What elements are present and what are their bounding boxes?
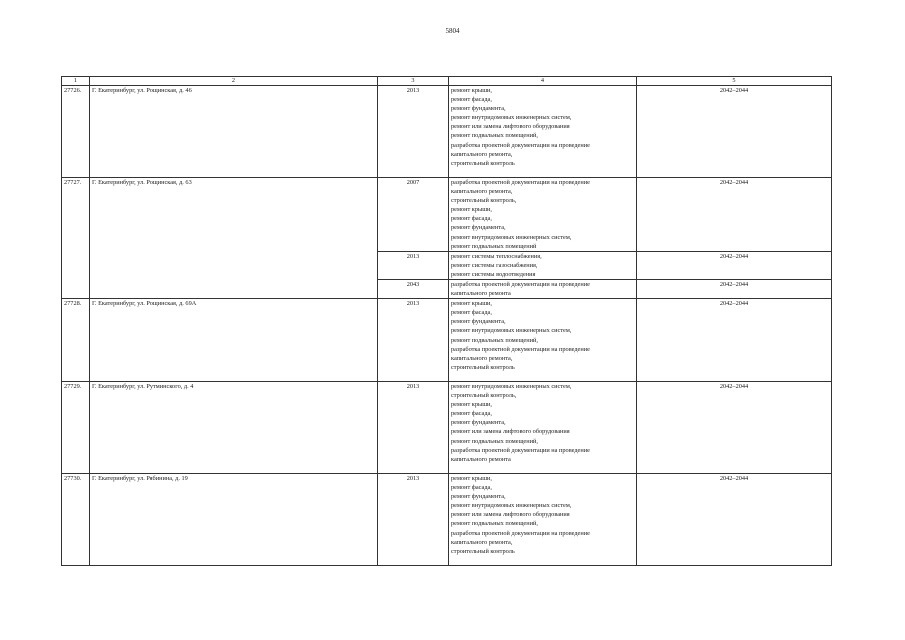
table-header: [62, 77, 832, 86]
record-address: Г. Екатеринбург, ул. Рутминского, д. 4: [90, 382, 378, 474]
work-item: капитального ремонта,: [451, 188, 513, 196]
work-item: ремонт подвальных помещений,: [451, 336, 538, 344]
work-item: ремонт подвальных помещений: [451, 242, 537, 250]
record-number: 27729.: [62, 382, 90, 474]
blank-line: [451, 372, 634, 381]
works-list: [449, 299, 637, 382]
commissioning-year: 2013: [378, 251, 449, 279]
commissioning-year: 2013: [378, 299, 449, 382]
works-list: [449, 86, 637, 178]
work-item: капитального ремонта: [451, 290, 511, 298]
commissioning-year: 2013: [378, 473, 449, 565]
record-number: 27726.: [62, 86, 90, 178]
work-item: ремонт крыши,: [451, 401, 493, 409]
work-item: строительный контроль: [451, 159, 515, 167]
table-row: [62, 86, 832, 178]
work-item: ремонт внутридомовых инженерных систем,: [451, 383, 572, 390]
repair-period: 2042–2044: [637, 251, 832, 279]
work-item: ремонт фундамента,: [451, 493, 506, 501]
record-address: Г. Екатеринбург, ул. Рощинская, д. 46: [90, 86, 378, 178]
work-item: ремонт внутридомовых инженерных систем,: [451, 233, 572, 241]
work-item: ремонт или замена лифтового оборудования: [451, 511, 570, 519]
work-item: ремонт фасада,: [451, 215, 492, 223]
repair-period: 2042–2044: [637, 382, 832, 474]
table-row: [62, 382, 832, 474]
work-item: ремонт фундамента,: [451, 419, 506, 427]
work-item: ремонт внутридомовых инженерных систем,: [451, 502, 572, 510]
table-row: [62, 177, 832, 251]
work-item: ремонт системы теплоснабжения,: [451, 252, 542, 260]
work-item: ремонт фундамента,: [451, 224, 506, 232]
blank-line: [451, 556, 634, 565]
work-item: ремонт подвальных помещений,: [451, 520, 538, 528]
works-list: [449, 473, 637, 565]
header-col-5: 5: [637, 77, 832, 86]
work-item: ремонт крыши,: [451, 300, 493, 308]
work-item: ремонт крыши,: [451, 206, 493, 214]
work-item: разработка проектной документации на проведение: [451, 529, 590, 537]
work-item: ремонт системы газоснабжения,: [451, 261, 538, 269]
work-item: строительный контроль,: [451, 197, 517, 205]
record-address: Г. Екатеринбург, ул. Рощинская, д. 63: [90, 177, 378, 298]
commissioning-year: 2043: [378, 279, 449, 298]
work-item: разработка проектной документации на проведение: [451, 280, 590, 288]
works-list: [449, 279, 637, 298]
record-address: Г. Екатеринбург, ул. Рябинина, д. 19: [90, 473, 378, 565]
work-item: строительный контроль,: [451, 392, 517, 400]
work-item: ремонт фасада,: [451, 484, 492, 492]
work-item: ремонт фасада,: [451, 96, 492, 104]
blank-line: [451, 464, 634, 473]
work-item: ремонт крыши,: [451, 474, 493, 482]
works-list: [449, 177, 637, 251]
header-col-4: 4: [449, 77, 637, 86]
work-item: ремонт подвальных помещений,: [451, 437, 538, 445]
work-item: ремонт фасада,: [451, 309, 492, 317]
work-item: ремонт фасада,: [451, 410, 492, 418]
work-item: ремонт подвальных помещений,: [451, 132, 538, 140]
works-list: [449, 382, 637, 474]
repair-period: 2042–2044: [637, 86, 832, 178]
table-row: [62, 299, 832, 382]
header-col-1: 1: [62, 77, 90, 86]
work-item: капитального ремонта,: [451, 354, 513, 362]
work-item: ремонт системы водоотведения: [451, 270, 536, 278]
work-item: ремонт внутридомовых инженерных систем,: [451, 114, 572, 122]
work-item: ремонт фундамента,: [451, 318, 506, 326]
header-col-3: 3: [378, 77, 449, 86]
register-table: [61, 76, 832, 566]
record-number: 27727.: [62, 177, 90, 298]
work-item: ремонт фундамента,: [451, 105, 506, 113]
header-row: [62, 77, 832, 86]
commissioning-year: 2013: [378, 86, 449, 178]
work-item: ремонт или замена лифтового оборудования: [451, 123, 570, 131]
table-body: [62, 86, 832, 566]
table-row: [62, 473, 832, 565]
record-number: 27728.: [62, 299, 90, 382]
record-address: Г. Екатеринбург, ул. Рощинская, д. 69А: [90, 299, 378, 382]
work-item: разработка проектной документации на проведение: [451, 178, 590, 186]
record-number: 27730.: [62, 473, 90, 565]
repair-period: 2042–2044: [637, 177, 832, 251]
work-item: ремонт внутридомовых инженерных систем,: [451, 327, 572, 335]
work-item: строительный контроль: [451, 363, 515, 371]
work-item: разработка проектной документации на проведение: [451, 141, 590, 149]
work-item: строительный контроль: [451, 547, 515, 555]
works-list: [449, 251, 637, 279]
blank-line: [451, 168, 634, 177]
commissioning-year: 2013: [378, 382, 449, 474]
repair-period: 2042–2044: [637, 299, 832, 382]
header-col-2: 2: [90, 77, 378, 86]
work-item: ремонт или замена лифтового оборудования: [451, 428, 570, 436]
work-item: капитального ремонта,: [451, 150, 513, 158]
work-item: капитального ремонта,: [451, 538, 513, 546]
work-item: ремонт крыши,: [451, 87, 493, 94]
page-number: 5804: [445, 27, 460, 35]
work-item: капитального ремонта: [451, 455, 511, 463]
repair-period: 2042–2044: [637, 473, 832, 565]
work-item: разработка проектной документации на проведение: [451, 446, 590, 454]
commissioning-year: 2007: [378, 177, 449, 251]
repair-period: 2042–2044: [637, 279, 832, 298]
work-item: разработка проектной документации на проведение: [451, 345, 590, 353]
